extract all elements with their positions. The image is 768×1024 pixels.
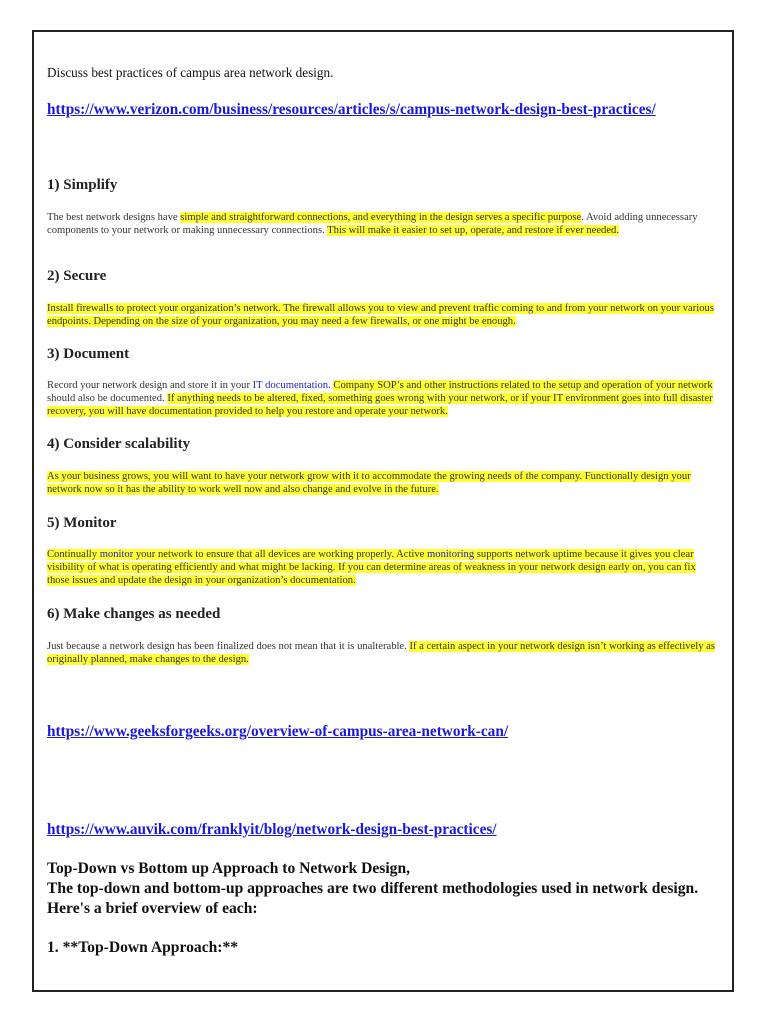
text-run: . Avoid adding unnecessary components to your network or making unnecessary connections. [47, 212, 698, 236]
question-text: Discuss best practices of campus area network design. [47, 65, 334, 80]
paragraph-secure [47, 303, 719, 329]
document-page [32, 30, 734, 992]
auvik-link[interactable]: https://www.auvik.com/franklyit/blog/network-design-best-practices/ [47, 821, 497, 838]
highlighted-text: Continually [47, 549, 100, 560]
highlighted-text: supports network uptime because it gives you clear visibility of what is operating efficiently and what might be lacking. If you can determine areas of weakness in your network design early on, you can fix those issues and update the design in your organization’s documentation. [47, 549, 696, 586]
highlighted-text: As your business grows, you will want to have your network grow with it to accommodate the growing needs of the company. Functionally design your network now so it has the ability to work well now and also change and evolve in the future. [47, 471, 691, 495]
highlighted-text: If a certain aspect in your network design isn’t working as effectively as originally planned, make changes to the design. [47, 641, 715, 665]
heading-scalability: 4) Consider scalability [47, 436, 191, 452]
text-run: The best network designs have [47, 212, 181, 223]
text-run: should also be documented. [47, 392, 168, 404]
text-run: Record your network design and store it in your [47, 380, 253, 391]
heading-make-changes: 6) Make changes as needed [47, 606, 221, 622]
topdown-item-1: 1. **Top-Down Approach:** [47, 939, 239, 956]
highlighted-text: Install firewalls to protect your organization’s network. The firewall allows you to view and prevent traffic coming to and from your network on your various endpoints. Depending on the size of your organization, you may need a few firewalls, or one might be enough. [47, 303, 714, 327]
monitoring-link[interactable]: monitoring [427, 549, 475, 560]
paragraph-simplify [47, 212, 719, 238]
highlighted-text: This will make it easier to set up, operate, and restore if ever needed. [327, 224, 619, 236]
heading-simplify: 1) Simplify [47, 177, 118, 193]
text-run: Just because a network design has been finalized does not mean that it is unalterable. [47, 641, 410, 652]
highlighted-text: Company SOP’s and other instructions related to the setup and operation of your network [333, 380, 713, 391]
paragraph-make-changes [47, 641, 719, 667]
highlighted-text: simple and straightforward connections, and everything in the design serves a specific purpose [180, 212, 582, 223]
it-documentation-link[interactable]: IT documentation [252, 380, 329, 391]
heading-document: 3) Document [47, 346, 130, 362]
paragraph-monitor [47, 549, 719, 588]
paragraph-document [47, 380, 719, 419]
monitor-link[interactable]: monitor [99, 549, 134, 560]
heading-monitor: 5) Monitor [47, 515, 117, 531]
highlighted-text: your network to ensure that all devices are working properly. Active [133, 549, 428, 560]
geeksforgeeks-link[interactable]: https://www.geeksforgeeks.org/overview-of-campus-area-network-can/ [47, 723, 509, 740]
highlighted-text: If anything needs to be altered, fixed, something goes wrong with your network, or if your IT environment goes into full disaster recovery, you will have documentation provided to help you restore and operate your network. [47, 392, 713, 417]
text-run: . [328, 380, 334, 391]
topdown-intro: The top-down and bottom-up approaches are two different methodologies used in network design. Here's a brief overview of each: [47, 880, 699, 917]
topdown-title: Top-Down vs Bottom up Approach to Network Design, [47, 860, 411, 877]
paragraph-scalability [47, 471, 719, 497]
verizon-link[interactable]: https://www.verizon.com/business/resources/articles/s/campus-network-design-best-practices/ [47, 101, 656, 118]
heading-secure: 2) Secure [47, 268, 107, 284]
